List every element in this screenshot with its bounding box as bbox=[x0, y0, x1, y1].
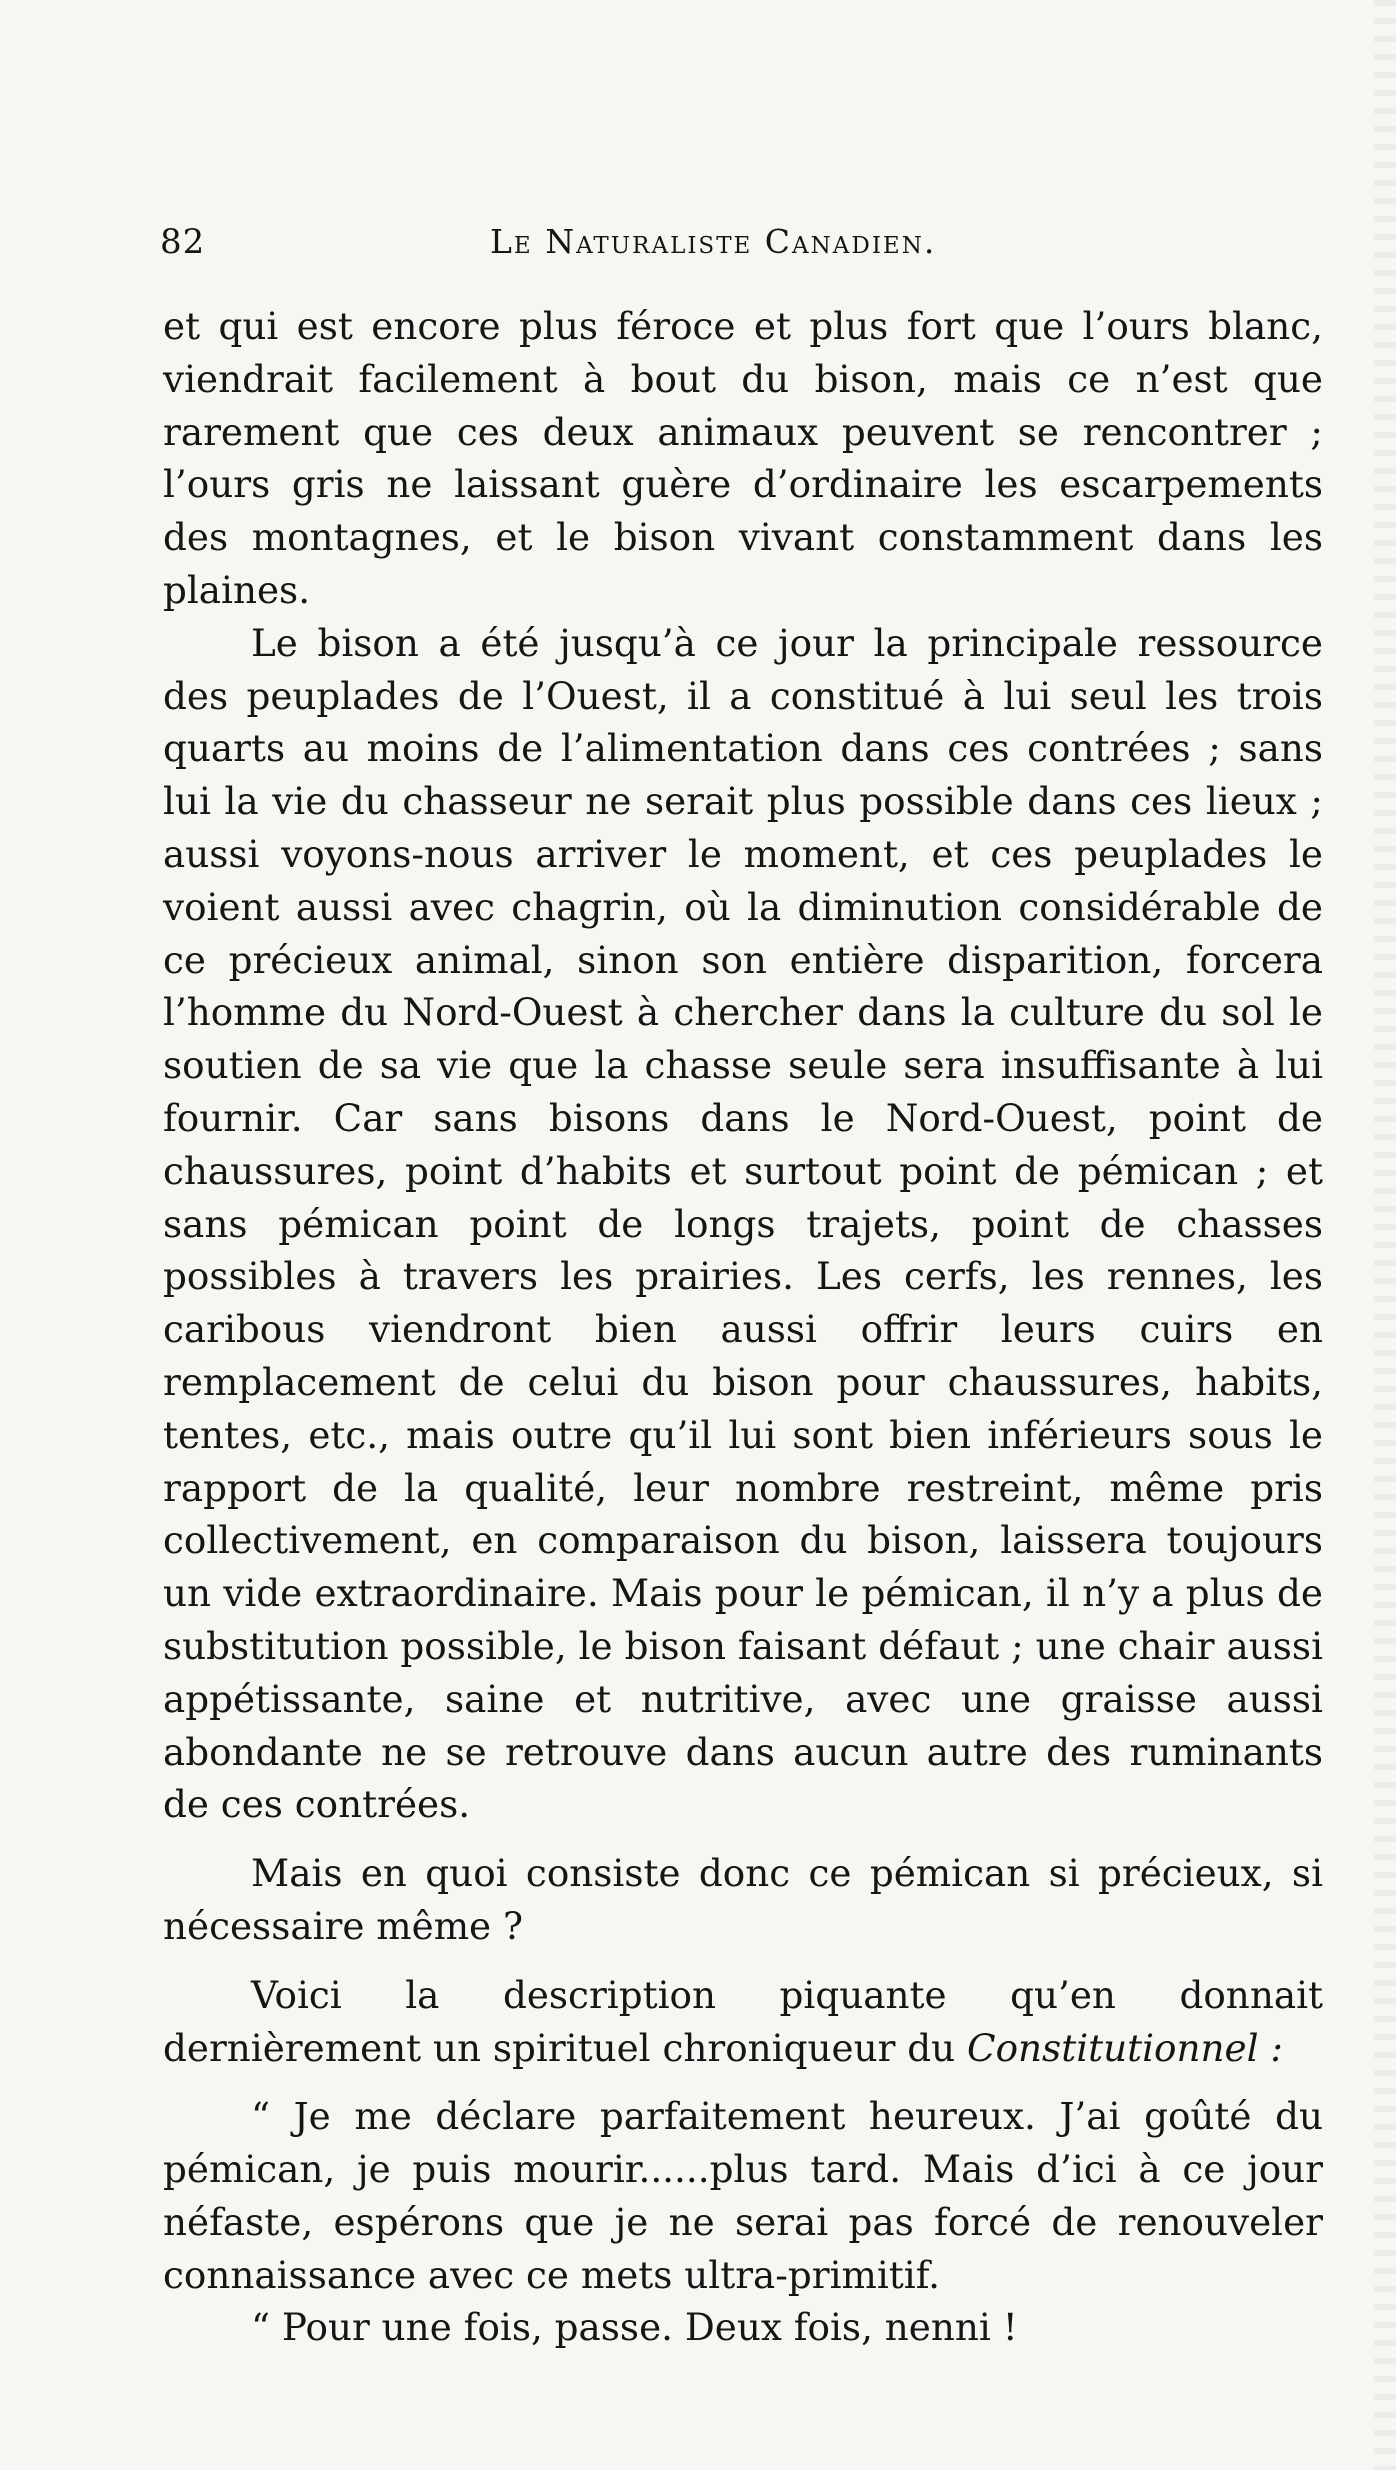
page-number: 82 bbox=[160, 222, 206, 262]
description-intro-text: Voici la description piquante qu’en donnait dernièrement un spirituel chroniqueur du bbox=[163, 1972, 1323, 2070]
paragraph-quote-heureux: “ Je me déclare parfaitement heureux. J’ai goûté du pémican, je puis mourir......plus tard. Mais d’ici à ce jour néfaste, espérons que je ne serai pas forcé de renouveler connaissance avec ce mets ultra-primitif. bbox=[163, 2094, 1323, 2297]
body-text bbox=[163, 300, 1323, 2354]
newspaper-title: Constitutionnel : bbox=[967, 2025, 1283, 2070]
paragraph-bison-ressource: Le bison a été jusqu’à ce jour la principale ressource des peuplades de l’Ouest, il a constitué à lui seul les trois quarts au moins de l’alimentation dans ces contrées ; sans lui la vie du chasseur ne serait plus possible dans ces lieux ; aussi voyons-nous arriver le moment, et ces peuplades le voient aussi avec chagrin, où la diminution considérable de ce précieux animal, sinon son entière disparition, forcera l’homme du Nord-Ouest à chercher dans la culture du sol le soutien de sa vie que la chasse seule sera insuffisante à lui fournir. Car sans bisons dans le Nord-Ouest, point de chaussures, point d’habits et surtout point de pémican ; et sans pémican point de longs trajets, point de chasses possibles à travers les prairies. Les cerfs, les rennes, les caribous viendront bien aussi offrir leurs cuirs en remplacement de celui du bison pour chaussures, habits, tentes, etc., mais outre qu’il lui sont bien inférieurs sous le rapport de la qualité, leur nombre restreint, même pris collectivement, en comparaison du bison, laissera toujours un vide extraordinaire. Mais pour le pémican, il n’y a plus de substitution possible, le bison faisant défaut ; une chair aussi appétissante, saine et nutritive, avec une graisse aussi abondante ne se retrouve dans aucun autre des ruminants de ces contrées. bbox=[163, 620, 1323, 1827]
page-header bbox=[160, 222, 1320, 272]
page-edge-decoration bbox=[1374, 0, 1396, 2470]
paragraph-question-pemican: Mais en quoi consiste donc ce pémican si précieux, si nécessaire même ? bbox=[163, 1851, 1323, 1948]
paragraph-ours-gris: et qui est encore plus féroce et plus fort que l’ours blanc, viendrait facilement à bout du bison, mais ce n’est que rarement que ces deux animaux peuvent se rencontrer ; l’ours gris ne laissant guère d’ordinaire les escarpements des montagnes, et le bison vivant constamment dans les plaines. bbox=[163, 304, 1323, 612]
paragraph-quote-nenni: “ Pour une fois, passe. Deux fois, nenni ! bbox=[251, 2305, 1018, 2350]
running-title: Le Naturaliste Canadien. bbox=[490, 222, 937, 261]
paragraph-description-intro bbox=[163, 1969, 1323, 2075]
